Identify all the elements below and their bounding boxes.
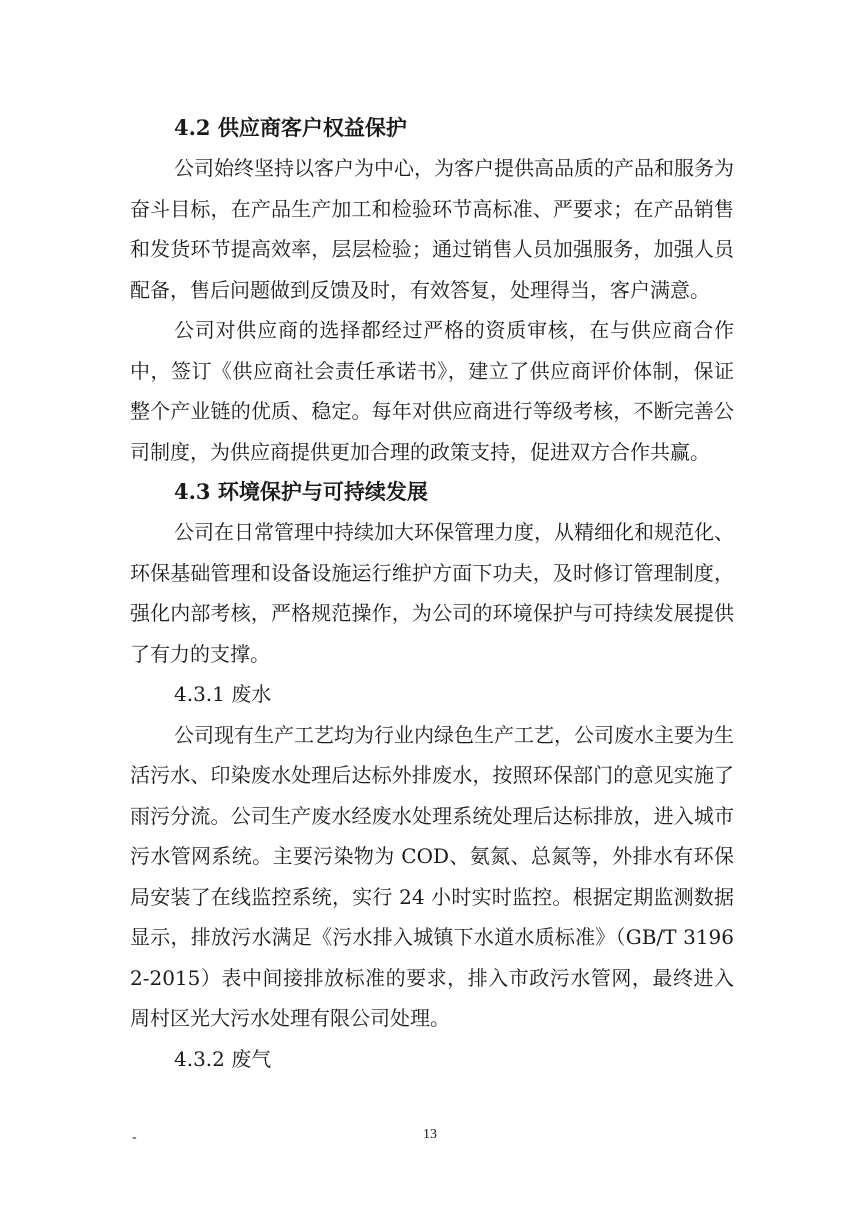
subsection-heading-exhaust-gas: 4.3.2 废气: [174, 1046, 272, 1071]
page-content: [130, 108, 734, 1079]
section-heading-4-3: 4.3 环境保护与可持续发展: [174, 479, 428, 504]
paragraph-environment-management: 公司在日常管理中持续加大环保管理力度，从精细化和规范化、环保基础管理和设备设施运行维护方面下功夫，及时修订管理制度，强化内部考核，严格规范操作，为公司的环境保护与可持续发展提供了有力的支撑。: [130, 520, 734, 666]
subsection-heading-wastewater: 4.3.1 废水: [174, 682, 272, 706]
section-heading-4-2: 4.2 供应商客户权益保护: [174, 115, 407, 140]
paragraph-customer-service: 公司始终坚持以客户为中心，为客户提供高品质的产品和服务为奋斗目标，在产品生产加工和检验环节高标准、严要求；在产品销售和发货环节提高效率，层层检验；通过销售人员加强服务，加强人员配备，售后问题做到反馈及时，有效答复，处理得当，客户满意。: [130, 156, 734, 302]
footer-mark: -: [132, 1130, 137, 1145]
paragraph-supplier-selection: 公司对供应商的选择都经过严格的资质审核，在与供应商合作中，签订《供应商社会责任承诺书》，建立了供应商评价体制，保证整个产业链的优质、稳定。每年对供应商进行等级考核，不断完善公司制度，为供应商提供更加合理的政策支持，促进双方合作共赢。: [130, 318, 734, 464]
paragraph-wastewater: 公司现有生产工艺均为行业内绿色生产工艺，公司废水主要为生活污水、印染废水处理后达标外排废水，按照环保部门的意见实施了雨污分流。公司生产废水经废水处理系统处理后达标排放，进入城市污水管网系统。主要污染物为 COD、氨氮、总氮等，外排水有环保局安装了在线监控系统，实行 24 小时实时监控。根据定期监测数据显示，排放污水满足《污水排入城镇下水道水质标准》（GB/T 31962-2015）表中间接排放标准的要求，排入市政污水管网，最终进入周村区光大污水处理有限公司处理。: [130, 722, 734, 1030]
page-number: 13: [423, 1127, 437, 1142]
